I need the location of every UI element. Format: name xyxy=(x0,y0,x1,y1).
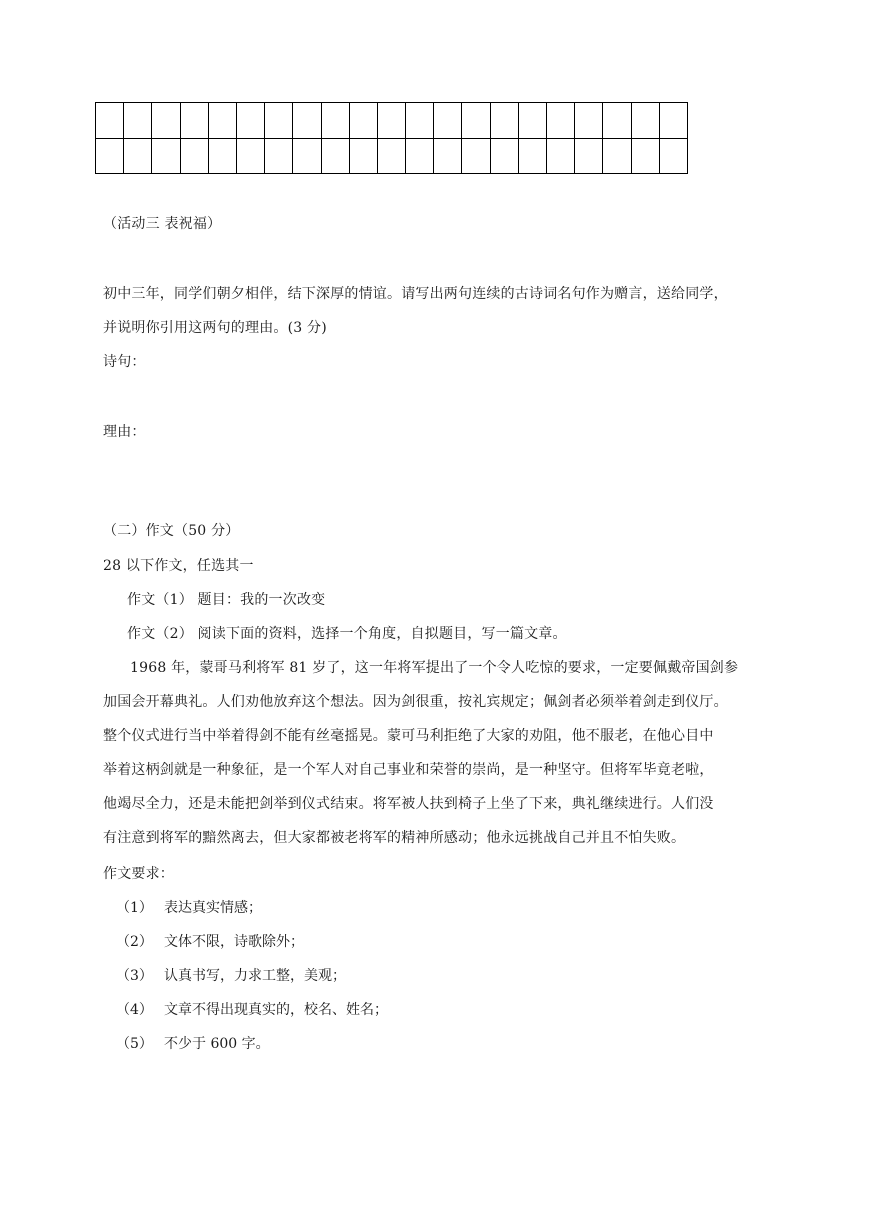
requirement-item xyxy=(116,966,346,986)
activity3-prompt-line2: 并说明你引用这两句的理由。(3 分) xyxy=(103,320,327,336)
grid-cell xyxy=(632,139,660,175)
passage-line: 加国会开幕典礼。人们劝他放弃这个想法。因为剑很重，按礼宾规定；佩剑者必须举着剑走到仪厅。 xyxy=(103,694,728,710)
activity3-heading: （活动三 表祝福） xyxy=(103,216,222,232)
composition-option2: 作文（2） 阅读下面的资料，选择一个角度，自拟题目，写一篇文章。 xyxy=(127,626,567,642)
grid-cell xyxy=(660,139,688,175)
grid-cell xyxy=(293,139,321,175)
grid-cell xyxy=(603,139,631,175)
grid-cell xyxy=(462,103,490,139)
requirement-text: 文体不限，诗歌除外； xyxy=(164,934,304,950)
question-28: 28 以下作文，任选其一 xyxy=(103,558,254,574)
requirement-number: （5） xyxy=(116,1036,153,1052)
requirement-number: （2） xyxy=(116,934,153,950)
grid-cell xyxy=(237,139,265,175)
grid-cell xyxy=(181,103,209,139)
grid-cell xyxy=(124,139,152,175)
grid-cell xyxy=(575,139,603,175)
grid-cell xyxy=(434,139,462,175)
grid-cell xyxy=(547,139,575,175)
grid-cell xyxy=(350,103,378,139)
activity3-prompt-line1: 初中三年，同学们朝夕相伴，结下深厚的情谊。请写出两句连续的古诗词名句作为赠言，送给同学， xyxy=(103,286,728,302)
requirement-item xyxy=(116,1000,388,1020)
grid-cell xyxy=(378,103,406,139)
grid-cell xyxy=(547,103,575,139)
grid-cell xyxy=(96,139,124,175)
requirement-text: 文章不得出现真实的，校名、姓名； xyxy=(164,1002,388,1018)
requirement-item xyxy=(116,898,262,918)
grid-cell xyxy=(209,103,237,139)
passage-line: 举着这柄剑就是一种象征，是一个军人对自己事业和荣誉的崇尚，是一种坚守。但将军毕竟老啦， xyxy=(103,762,714,778)
poem-label: 诗句： xyxy=(103,354,146,370)
requirement-number: （1） xyxy=(116,900,153,916)
grid-cell xyxy=(322,103,350,139)
grid-cell xyxy=(350,139,378,175)
grid-cell xyxy=(519,139,547,175)
grid-cell xyxy=(181,139,209,175)
grid-cell xyxy=(632,103,660,139)
passage-line: 1968 年，蒙哥马利将军 81 岁了，这一年将军提出了一个令人吃惊的要求，一定要佩戴帝国剑参 xyxy=(130,660,739,676)
answer-grid xyxy=(95,102,688,174)
grid-cell xyxy=(660,103,688,139)
grid-cell xyxy=(322,139,350,175)
grid-cell xyxy=(406,103,434,139)
requirement-number: （3） xyxy=(116,968,153,984)
grid-cell xyxy=(519,103,547,139)
requirement-text: 认真书写，力求工整，美观； xyxy=(164,968,346,984)
grid-cell xyxy=(491,103,519,139)
grid-cell xyxy=(603,103,631,139)
grid-cell xyxy=(124,103,152,139)
passage-line: 他竭尽全力，还是未能把剑举到仪式结束。将军被人扶到椅子上坐了下来，典礼继续进行。人们没 xyxy=(103,796,714,812)
grid-cell xyxy=(265,103,293,139)
requirement-text: 不少于 600 字。 xyxy=(164,1036,270,1052)
composition-heading: （二）作文（50 分） xyxy=(103,523,240,539)
requirement-text: 表达真实情感； xyxy=(164,900,262,916)
grid-cell xyxy=(575,103,603,139)
grid-cell xyxy=(96,103,124,139)
grid-cell xyxy=(152,139,180,175)
grid-cell xyxy=(237,103,265,139)
passage-line: 整个仪式进行当中举着得剑不能有丝毫摇晃。蒙可马利拒绝了大家的劝阻，他不服老，在他心目中 xyxy=(103,728,714,744)
grid-cell xyxy=(265,139,293,175)
requirements-label: 作文要求： xyxy=(103,866,174,882)
grid-cell xyxy=(406,139,434,175)
requirement-number: （4） xyxy=(116,1002,153,1018)
reason-label: 理由： xyxy=(103,424,146,440)
grid-cell xyxy=(209,139,237,175)
grid-cell xyxy=(462,139,490,175)
grid-cell xyxy=(434,103,462,139)
requirement-item xyxy=(116,1034,270,1054)
grid-cell xyxy=(491,139,519,175)
grid-cell xyxy=(378,139,406,175)
grid-cell xyxy=(152,103,180,139)
passage-line: 有注意到将军的黯然离去，但大家都被老将军的精神所感动；他永远挑战自己并且不怕失败。 xyxy=(103,830,686,846)
grid-cell xyxy=(293,103,321,139)
requirement-item xyxy=(116,932,304,952)
composition-option1: 作文（1） 题目：我的一次改变 xyxy=(127,592,326,608)
